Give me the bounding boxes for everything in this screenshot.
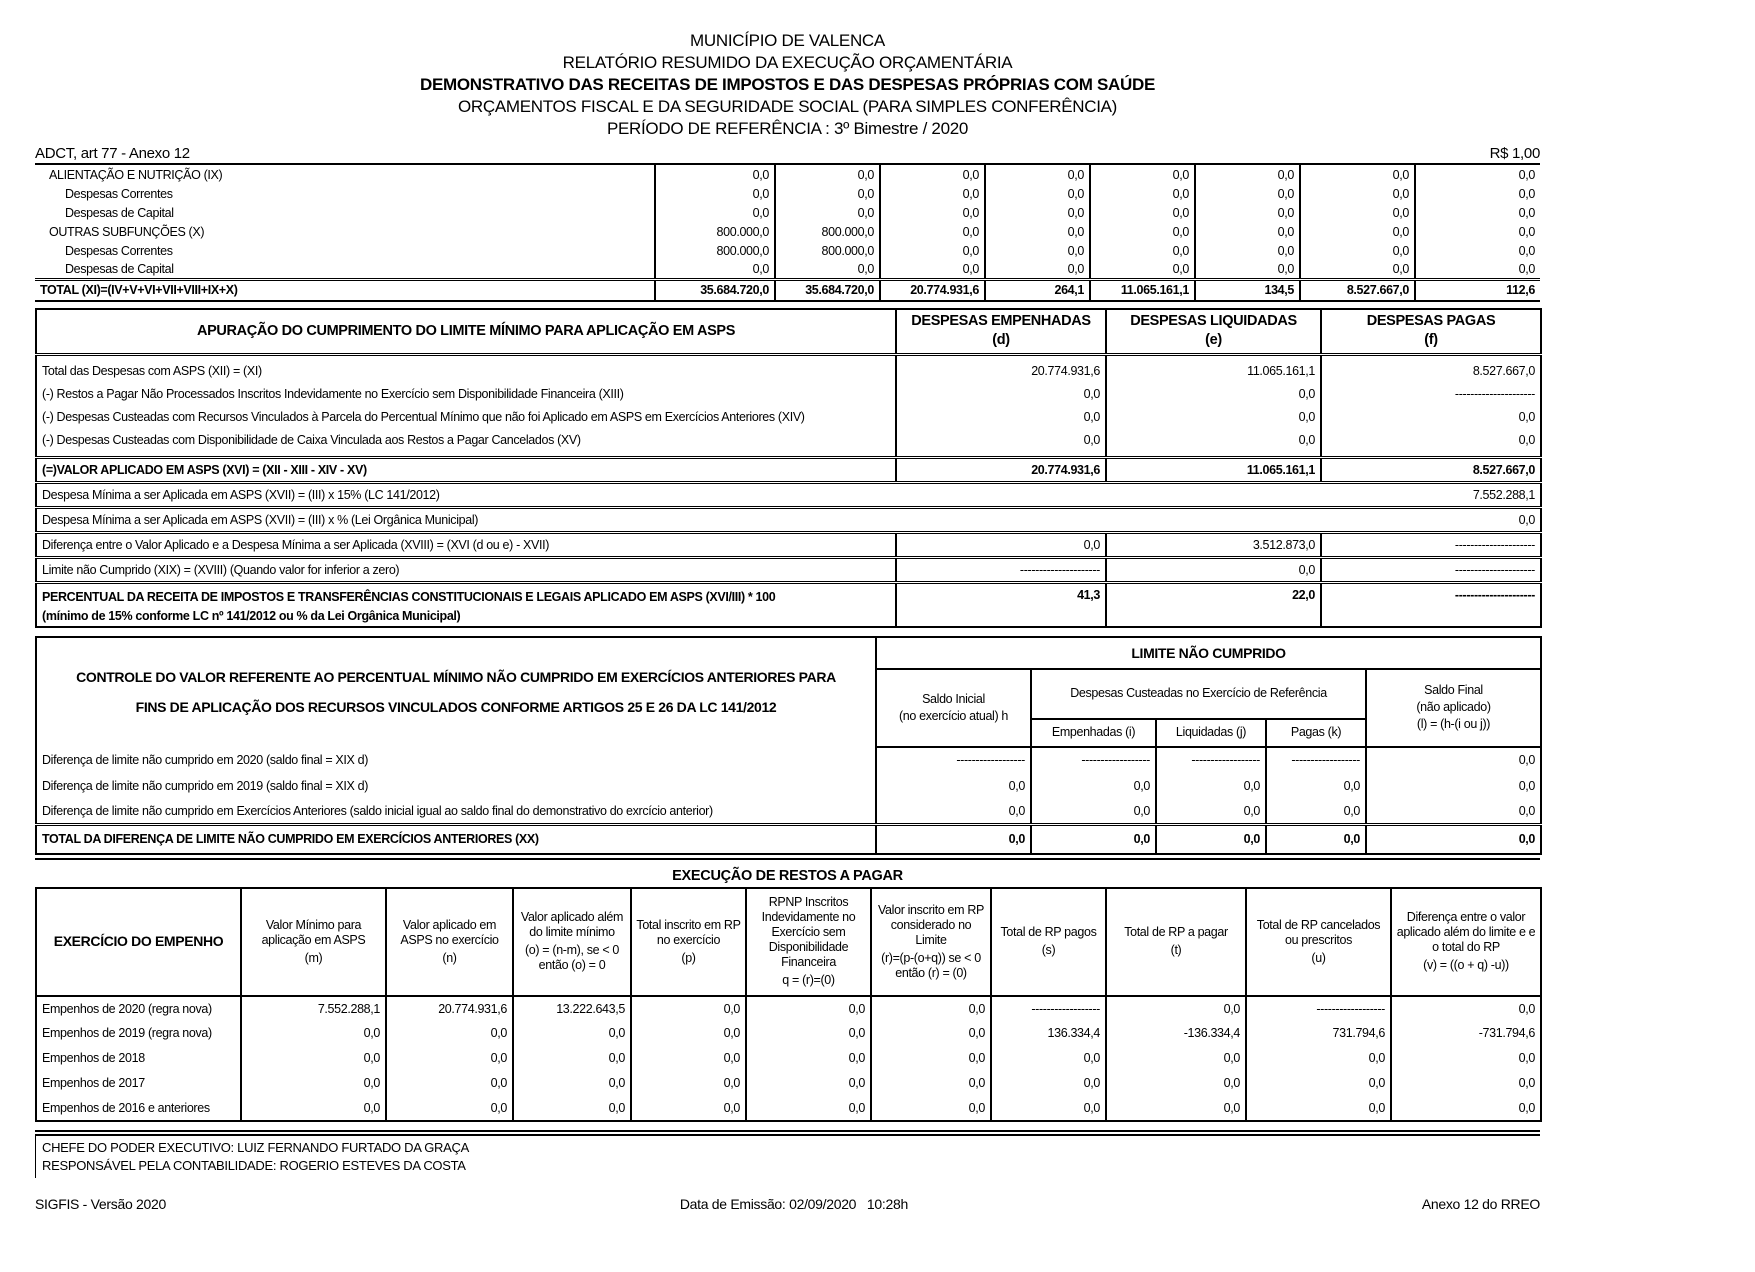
column-header-code: (f) [1424,332,1438,349]
value-cell: 35.684.720,0 [775,279,880,301]
column-header-line: Valor inscrito em RP considerado no Limite [878,902,984,947]
value-cell: 264,1 [985,279,1090,301]
table-row [36,557,1541,582]
annex-rule [35,145,1540,165]
value-cell: 0,0 [1300,260,1415,279]
value: 8.527.667,0 [1472,363,1535,378]
table-row [35,165,1540,184]
value-cell: 0,0 [1266,773,1366,799]
annex-ref-label: Anexo 12 do RREO [1421,1195,1540,1212]
row-label: Despesa Mínima a ser Aplicada em ASPS (XVII) = (III) x % (Lei Orgânica Municipal) [36,507,1321,532]
row-label: Diferença entre o Valor Aplicado e a Despesa Mínima a ser Aplicada (XVIII) = (XVI (d ou e) - XVII) [36,532,896,557]
row-label: TOTAL DA DIFERENÇA DE LIMITE NÃO CUMPRIDO EM EXERCÍCIOS ANTERIORES (XX) [36,825,876,854]
row-label: (-) Restos a Pagar Não Processados Inscritos Indevidamente no Exercício sem Disponibilidade Financeira (XIII) [42,386,624,401]
value-cell: 3.512.873,0 [1106,532,1321,557]
value-cell: 0,0 [631,1096,746,1121]
row-label: Despesas Correntes [65,186,173,201]
report-title: RELATÓRIO RESUMIDO DA EXECUÇÃO ORÇAMENTÁRIA [562,53,1013,72]
value-cell: 0,0 [876,773,1031,799]
row-label: (-) Despesas Custeadas com Disponibilidade de Caixa Vinculada aos Restos a Pagar Cancelados (XV) [42,432,581,447]
value-cell: 0,0 [896,532,1106,557]
value-cell: 0,0 [386,1021,513,1046]
column-header-line: Total inscrito em RP no exercício [636,917,741,947]
table-row [36,1021,1541,1046]
value-cell: 41,3 [896,582,1106,627]
column-header-line: DESPESAS PAGAS [1366,313,1496,330]
value-cell [1106,354,1321,457]
row-label: TOTAL (XI)=(IV+V+VI+VII+VIII+IX+X) [35,279,655,301]
value-cell: 800.000,0 [655,222,775,241]
row-label: (-) Despesas Custeadas com Recursos Vinculados à Parcela do Percentual Mínimo que não foi Aplicado em ASPS em Exercícios Anteriores (XIV) [42,409,805,424]
value-cell: --------------------- [1321,532,1541,557]
value-cell: 0,0 [1415,260,1540,279]
annex-label: ADCT, art 77 - Anexo 12 [35,145,190,162]
value-cell: 0,0 [241,1071,386,1096]
column-header-despesas-custeadas: Despesas Custeadas no Exercício de Referência [1031,669,1366,719]
row-label: Diferença de limite não cumprido em 2019 (saldo final = XIX d) [42,778,369,793]
health-expenses-table [35,165,1540,302]
value-cell: 0,0 [746,1071,871,1096]
table-row [36,799,1541,825]
value-cell: 35.684.720,0 [655,279,775,301]
column-header-pagas: Pagas (k) [1266,719,1366,747]
value-cell: 0,0 [1090,165,1195,184]
value: 0,0 [1083,409,1100,424]
value-cell: 0,0 [1106,1096,1246,1121]
value-cell: 0,0 [1246,1046,1391,1071]
value-cell: 0,0 [871,1046,991,1071]
table-row-group [36,354,1541,457]
value-cell: 0,0 [876,799,1031,825]
value-cell: 7.552.288,1 [1321,482,1541,507]
table-row [36,773,1541,799]
value-cell: 0,0 [1415,222,1540,241]
value-cell: 0,0 [1300,184,1415,203]
column-header-line: Valor Mínimo para aplicação em ASPS [261,917,366,947]
value-cell: 0,0 [880,222,985,241]
restos-a-pagar-table [35,887,1542,1122]
percentual-row [36,582,1541,627]
value-cell: 0,0 [991,1071,1106,1096]
table-row [35,184,1540,203]
value-cell: 0,0 [241,1046,386,1071]
row-label: ALIENTAÇÃO E NUTRIÇÃO (IX) [49,167,223,182]
value-cell: 0,0 [1415,203,1540,222]
column-header-code: (r)=(p-(o+q)) se < 0 então (r) = (0) [881,950,981,980]
value-cell: 0,0 [1031,773,1156,799]
value-cell: ------------------ [991,996,1106,1021]
row-label: Empenhos de 2019 (regra nova) [42,1026,212,1040]
column-header-t [1106,888,1246,996]
row-label: Despesas de Capital [65,205,174,220]
value-cell: 0,0 [513,1046,631,1071]
column-header-s [991,888,1106,996]
signatures-block [35,1136,1540,1178]
currency-unit-label: R$ 1,00 [1489,145,1540,162]
value-cell: 0,0 [985,184,1090,203]
column-header-liquidadas [1106,309,1321,354]
value-cell: 0,0 [1415,165,1540,184]
value-cell: -731.794,6 [1391,1021,1541,1046]
value-cell: 0,0 [1031,825,1156,854]
value-cell [1321,354,1541,457]
column-header-pagas [1321,309,1541,354]
header-row [36,309,1541,354]
value-cell: 0,0 [1366,825,1541,854]
column-header-saldo-inicial [876,669,1031,747]
value-cell: 0,0 [1366,799,1541,825]
value-cell: 0,0 [1106,1046,1246,1071]
column-header-code: (m) [304,950,323,965]
value-cell: 0,0 [655,203,775,222]
row-label-line: (mínimo de 15% conforme LC nº 141/2012 ou % da Lei Orgânica Municipal) [42,608,461,623]
value-cell: --------------------- [1321,582,1541,627]
value-cell: 11.065.161,1 [1106,457,1321,482]
value-cell: ------------------ [876,747,1031,773]
emission-date-label: Data de Emissão: 02/09/2020 10:28h [679,1195,908,1212]
section-title: APURAÇÃO DO CUMPRIMENTO DO LIMITE MÍNIMO PARA APLICAÇÃO EM ASPS [36,309,896,354]
value-cell: 0,0 [241,1021,386,1046]
report-header [35,30,1540,140]
table-row [35,241,1540,260]
row-label: Diferença de limite não cumprido em Exercícios Anteriores (saldo inicial igual ao saldo final do demonstrativo do exrcício anterior) [42,803,713,818]
value-cell: 112,6 [1415,279,1540,301]
value-cell: 0,0 [1321,507,1541,532]
reference-period: PERÍODO DE REFERÊNCIA : 3º Bimestre / 2020 [606,119,969,138]
column-header-empenhadas: Empenhadas (i) [1031,719,1156,747]
budget-scope: ORÇAMENTOS FISCAL E DA SEGURIDADE SOCIAL (PARA SIMPLES CONFERÊNCIA) [457,97,1118,116]
table-row [36,1046,1541,1071]
value-cell: 0,0 [876,825,1031,854]
value-cell: 0,0 [871,1096,991,1121]
row-label-group [36,354,896,457]
value-cell: 0,0 [631,996,746,1021]
value: 0,0 [1298,409,1315,424]
value-cell: 8.527.667,0 [1321,457,1541,482]
value-cell: 0,0 [746,1046,871,1071]
value-cell: 0,0 [1195,260,1300,279]
value-cell: 0,0 [880,241,985,260]
value-cell: 0,0 [1391,996,1541,1021]
row-label: Despesas Correntes [65,243,173,258]
value-cell: 800.000,0 [655,241,775,260]
value-cell: 7.552.288,1 [241,996,386,1021]
row-label: Empenhos de 2016 e anteriores [42,1100,210,1115]
row-label: Total das Despesas com ASPS (XII) = (XI) [42,363,262,378]
column-header-saldo-final [1366,669,1541,747]
value-cell: 0,0 [985,241,1090,260]
value: 0,0 [1298,386,1315,401]
section-title-line: FINS DE APLICAÇÃO DOS RECURSOS VINCULADOS CONFORME ARTIGOS 25 E 26 DA LC 141/2012 [135,699,777,715]
row-label: OUTRAS SUBFUNÇÕES (X) [49,224,205,239]
value-cell: 0,0 [513,1096,631,1121]
column-header-code: (v) = ((o + q) -u)) [1423,958,1509,972]
value-cell: 0,0 [775,203,880,222]
row-label: Despesas de Capital [65,261,174,276]
value-cell: 800.000,0 [775,241,880,260]
column-header-code: (o) = (n-m), se < 0 então (o) = 0 [524,943,620,972]
column-header-line: Total de RP pagos [1000,925,1097,939]
column-header-line: Diferença entre o valor aplicado além do limite e e o total do RP [1396,910,1536,954]
value-cell: 0,0 [1300,222,1415,241]
column-header-line: Total de RP cancelados ou prescritos [1256,917,1381,947]
value-cell: 0,0 [746,996,871,1021]
value-cell: 0,0 [985,203,1090,222]
value: 0,0 [1083,386,1100,401]
value-cell: 731.794,6 [1246,1021,1391,1046]
table-row [36,747,1541,773]
column-header-q [746,888,871,996]
table-row [35,222,1540,241]
table-row [35,203,1540,222]
value-cell: 0,0 [1366,747,1541,773]
value-cell: 0,0 [513,1021,631,1046]
statement-title: DEMONSTRATIVO DAS RECEITAS DE IMPOSTOS E DAS DESPESAS PRÓPRIAS COM SAÚDE [419,75,1155,94]
value-cell: 0,0 [775,165,880,184]
value-cell: 0,0 [746,1021,871,1046]
value-cell: 0,0 [1195,241,1300,260]
column-header-code: (n) [442,950,457,965]
column-header-line: Valor aplicado em ASPS no exercício [400,917,499,947]
column-header-line: Valor aplicado além do limite mínimo [520,910,624,939]
value: 11.065.161,1 [1247,363,1315,378]
value-cell: 0,0 [1156,825,1266,854]
value-cell: 0,0 [631,1071,746,1096]
value-cell: 0,0 [1195,222,1300,241]
value-cell: 0,0 [1366,773,1541,799]
value-cell: 11.065.161,1 [1090,279,1195,301]
row-label: Limite não Cumprido (XIX) = (XVIII) (Quando valor for inferior a zero) [36,557,896,582]
value-cell: 0,0 [386,1046,513,1071]
column-header-line: Saldo Final [1424,683,1483,697]
limit-control-table [35,636,1542,855]
value-cell: 0,0 [513,1071,631,1096]
value-cell: 0,0 [1195,165,1300,184]
column-header-line: (não aplicado) [1416,700,1491,714]
column-header-liquidadas: Liquidadas (j) [1156,719,1266,747]
column-header-code: (u) [1311,950,1326,965]
table-row [36,1096,1541,1121]
row-label-line: PERCENTUAL DA RECEITA DE IMPOSTOS E TRANSFERÊNCIAS CONSTITUCIONAIS E LEGAIS APLICADO EM ASPS (XVI/III) * 100 [42,589,776,604]
value-cell: 800.000,0 [775,222,880,241]
value-cell: ------------------ [1031,747,1156,773]
value: --------------------- [1454,386,1535,401]
value-cell: 0,0 [1195,184,1300,203]
column-header-p [631,888,746,996]
value-cell: 0,0 [1266,799,1366,825]
row-label: Empenhos de 2017 [42,1076,145,1090]
value-cell: 0,0 [880,184,985,203]
value-cell: -136.334,4 [1106,1021,1246,1046]
value-cell: 0,0 [1106,557,1321,582]
asps-limit-table [35,308,1542,628]
value-cell: 0,0 [1031,799,1156,825]
value-cell: 0,0 [1090,222,1195,241]
value-cell: 0,0 [775,184,880,203]
value-cell: 0,0 [991,1046,1106,1071]
column-header-code: q = (r)=(0) [782,973,835,987]
column-header-u [1246,888,1391,996]
total-row [36,825,1541,854]
column-header-code: (s) [1041,943,1056,957]
footer-row [35,1196,1540,1212]
value-cell: 0,0 [746,1096,871,1121]
header-row [36,637,1541,669]
chief-executive-line: CHEFE DO PODER EXECUTIVO: LUIZ FERNANDO FURTADO DA GRAÇA [42,1139,469,1155]
value-cell: 0,0 [871,1021,991,1046]
table-row [35,260,1540,279]
value: 0,0 [1083,432,1100,447]
value-cell: 0,0 [1246,1071,1391,1096]
value-cell: ------------------ [1266,747,1366,773]
value-cell: 20.774.931,6 [880,279,985,301]
value: 0,0 [1518,432,1535,447]
column-header-line: DESPESAS LIQUIDADAS [1130,313,1297,330]
system-version-label: SIGFIS - Versão 2020 [35,1195,166,1212]
column-header-line: (no exercício atual) h [898,708,1009,723]
value-cell: 0,0 [655,260,775,279]
value-cell: ------------------ [1156,747,1266,773]
section-title-line: CONTROLE DO VALOR REFERENTE AO PERCENTUAL MÍNIMO NÃO CUMPRIDO EM EXERCÍCIOS ANTERIORES PARA [76,669,836,685]
row-label: Diferença de limite não cumprido em 2020 (saldo final = XIX d) [42,752,369,767]
value-cell: --------------------- [1321,557,1541,582]
value-cell: 0,0 [1415,184,1540,203]
column-header-r [871,888,991,996]
table-row [36,1071,1541,1096]
column-header-line: Total de RP a pagar [1124,925,1228,939]
municipality-title: MUNICÍPIO DE VALENCA [690,31,885,50]
value: 0,0 [1298,432,1315,447]
value-cell: 0,0 [991,1096,1106,1121]
value-cell: 0,0 [1106,1071,1246,1096]
column-header-o [513,888,631,996]
value-cell: 0,0 [1300,165,1415,184]
value-cell: 0,0 [655,165,775,184]
column-header-line: Saldo Inicial [922,691,985,706]
value-cell: 0,0 [386,1071,513,1096]
value-cell: 136.334,4 [991,1021,1106,1046]
value-cell: --------------------- [896,557,1106,582]
column-header-code: (p) [681,950,696,965]
value-cell: 0,0 [1090,184,1195,203]
value: 20.774.931,6 [1031,363,1100,378]
section-title [36,637,876,747]
value-cell: 0,0 [1156,773,1266,799]
value-cell: 0,0 [1300,241,1415,260]
value-cell: 8.527.667,0 [1300,279,1415,301]
value-cell: 0,0 [1106,996,1246,1021]
value-cell: 0,0 [1090,241,1195,260]
column-header-n [386,888,513,996]
value-cell: 0,0 [775,260,880,279]
value-cell: 0,0 [1156,799,1266,825]
column-header-empenhadas [896,309,1106,354]
value-cell: 20.774.931,6 [896,457,1106,482]
row-label: (=)VALOR APLICADO EM ASPS (XVI) = (XII - XIII - XIV - XV) [36,457,896,482]
column-header-code: (d) [992,332,1010,349]
value-cell: 0,0 [1391,1096,1541,1121]
table-row [36,996,1541,1021]
restos-a-pagar-title: EXECUÇÃO DE RESTOS A PAGAR [672,867,903,884]
value-cell: 0,0 [1300,203,1415,222]
value-cell: 0,0 [1415,241,1540,260]
value-cell: 0,0 [871,1071,991,1096]
total-row [36,457,1541,482]
value-cell: 0,0 [1391,1046,1541,1071]
row-label: Empenhos de 2020 (regra nova) [42,1001,212,1016]
value-cell: 0,0 [880,260,985,279]
header-row [36,888,1541,996]
value-cell: 134,5 [1195,279,1300,301]
value-cell: 13.222.643,5 [513,996,631,1021]
column-header-code: (t) [1170,943,1182,957]
value-cell: 0,0 [1266,825,1366,854]
column-header-exercicio: EXERCÍCIO DO EMPENHO [36,888,241,996]
table-row [36,507,1541,532]
value-cell: 0,0 [985,260,1090,279]
value-cell: 22,0 [1106,582,1321,627]
limite-nao-cumprido-header: LIMITE NÃO CUMPRIDO [876,637,1541,669]
column-header-line: RPNP Inscritos Indevidamente no Exercício sem Disponibilidade Financeira [761,895,856,969]
value-cell: 0,0 [880,203,985,222]
column-header-v [1391,888,1541,996]
value-cell: 0,0 [985,165,1090,184]
table-row [36,532,1541,557]
value: 0,0 [1518,409,1535,424]
column-header-line: DESPESAS EMPENHADAS [911,313,1091,330]
table-row [36,482,1541,507]
value-cell: 0,0 [871,996,991,1021]
value-cell: 0,0 [1246,1096,1391,1121]
column-header-code: (e) [1205,332,1222,349]
limit-control-section [35,636,1540,860]
value-cell: 0,0 [880,165,985,184]
report-page [35,30,1540,1212]
value-cell: 0,0 [655,184,775,203]
value-cell: 0,0 [1090,203,1195,222]
row-label: Empenhos de 2018 [42,1051,145,1065]
column-header-line: (l) = (h-(i ou j)) [1416,717,1491,731]
value-cell: 0,0 [1195,203,1300,222]
value-cell: 0,0 [1090,260,1195,279]
value-cell: ------------------ [1246,996,1391,1021]
column-header-m [241,888,386,996]
row-label: Despesa Mínima a ser Aplicada em ASPS (XVII) = (III) x 15% (LC 141/2012) [36,482,1321,507]
value-cell: 0,0 [241,1096,386,1121]
value-cell [896,354,1106,457]
accounting-responsible-line: RESPONSÁVEL PELA CONTABILIDADE: ROGERIO ESTEVES DA COSTA [42,1157,466,1173]
total-row [35,279,1540,301]
value-cell: 20.774.931,6 [386,996,513,1021]
row-label [36,582,896,627]
value-cell: 0,0 [386,1096,513,1121]
value-cell: 0,0 [1391,1071,1541,1096]
value-cell: 0,0 [985,222,1090,241]
value-cell: 0,0 [631,1046,746,1071]
value-cell: 0,0 [631,1021,746,1046]
